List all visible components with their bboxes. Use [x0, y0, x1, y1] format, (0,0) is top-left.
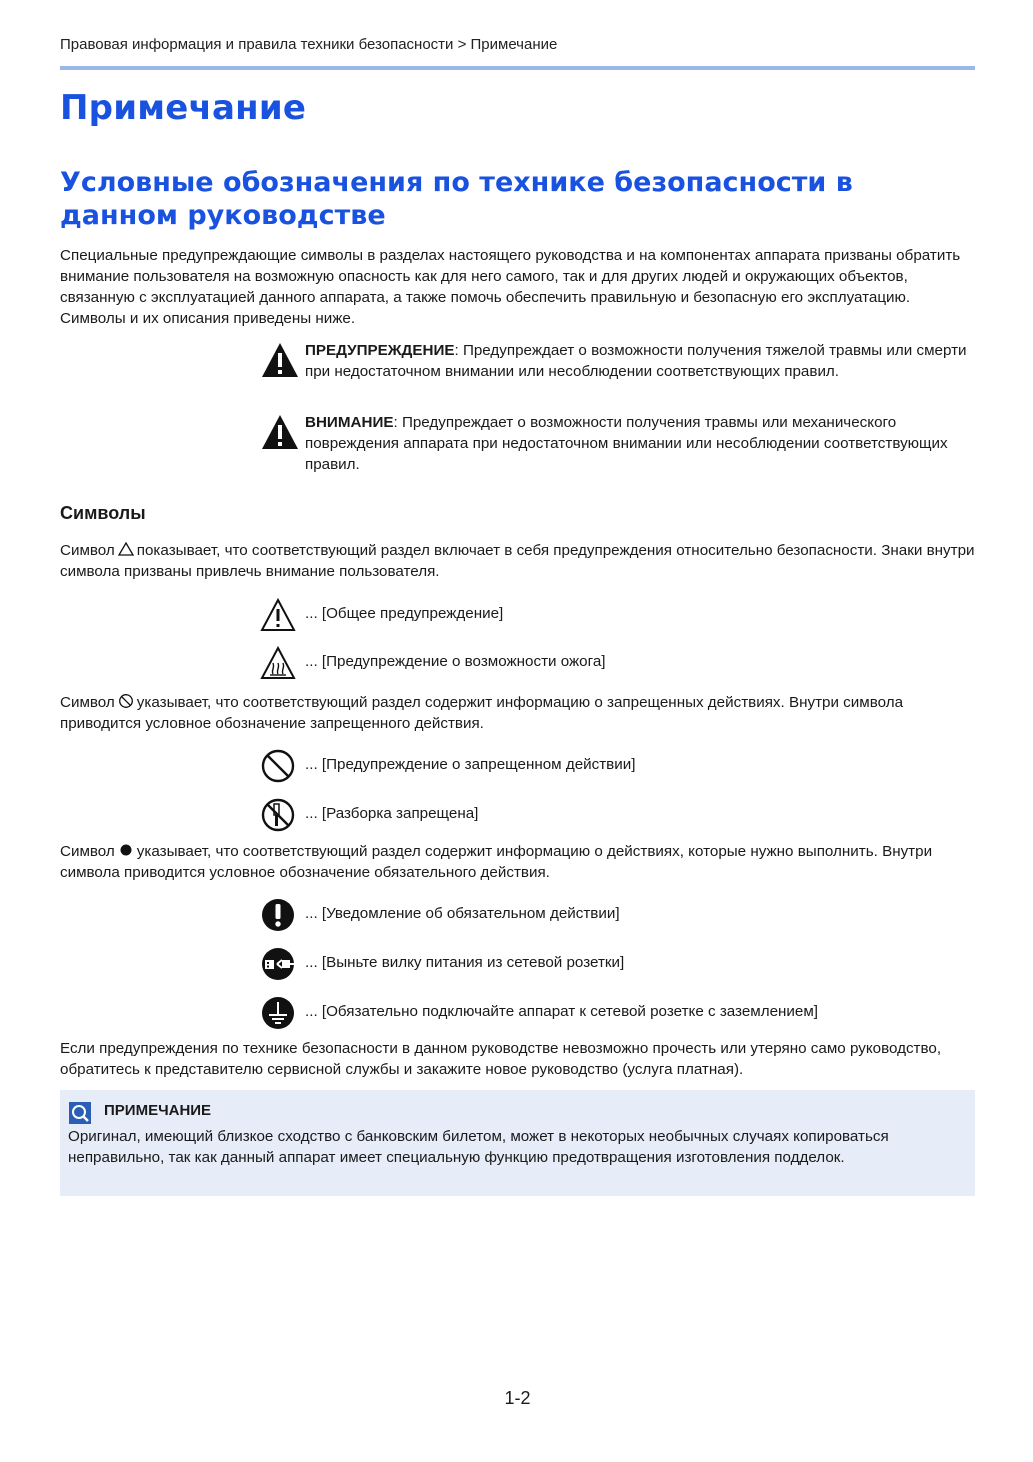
mandatory-paragraph-lead: Символ [60, 843, 115, 860]
symbol-row-unplug [260, 946, 975, 982]
note-icon [69, 1102, 91, 1124]
warning-description [305, 340, 975, 382]
symbol-row-no-disassembly [260, 797, 975, 833]
mandatory-action-icon [260, 897, 296, 933]
unplug-icon [260, 946, 296, 982]
note-text: Оригинал, имеющий близкое сходство с банковским билетом, может в некоторых необычных случаях копироваться неправильно, так как данный аппарат имеет специальную функцию предотвращения изготовления подделок. [68, 1128, 889, 1166]
caution-triangle-icon [260, 412, 300, 452]
symbol-label: ... [Разборка запрещена] [305, 805, 479, 822]
closing-paragraph: Если предупреждения по технике безопасности в данном руководстве невозможно прочесть или утеряно само руководство, обратитесь к представителю сервисной службы и закажите новое руководство (услуга платная). [60, 1040, 942, 1078]
mandatory-paragraph [60, 841, 975, 883]
symbol-label: ... [Уведомление об обязательном действии] [305, 905, 620, 922]
caution-description [305, 412, 975, 475]
breadcrumb: Правовая информация и правила техники безопасности > Примечание [60, 36, 558, 53]
note-title: ПРИМЕЧАНИЕ [104, 1102, 212, 1119]
triangle-paragraph-text: показывает, что соответствующий раздел включает в себя предупреждения относительно безопасности. Знаки внутри символа призваны привлечь внимание пользователя. [60, 542, 975, 580]
general-warning-icon [260, 597, 296, 633]
filled-circle-icon [118, 842, 134, 858]
no-disassembly-icon [260, 797, 296, 833]
prohibit-outline-icon [118, 693, 134, 709]
symbol-row-burn-warning [260, 645, 975, 681]
warning-text: : Предупреждает о возможности получения тяжелой травмы или смерти при недостаточном внимании или несоблюдении соответствующих правил. [305, 342, 967, 380]
triangle-paragraph [60, 540, 975, 582]
prohibit-paragraph [60, 692, 975, 734]
symbol-label: ... [Обязательно подключайте аппарат к сетевой розетке с заземлением] [305, 1003, 819, 1020]
symbol-label: ... [Общее предупреждение] [305, 605, 504, 622]
page-title: Примечание [60, 88, 307, 128]
symbol-row-general-warning [260, 597, 975, 633]
section-title: Условные обозначения по технике безопасности в данном руководстве [60, 167, 853, 231]
header-rule [60, 66, 975, 70]
note-box [60, 1090, 975, 1196]
caution-term: ВНИМАНИЕ [305, 414, 394, 431]
intro-paragraph: Специальные предупреждающие символы в разделах настоящего руководства и на компонентах аппарата призваны обратить внимание пользователя на возможную опасность как для него самого, так и для других людей и окружающих объектов, связанную с эксплуатацией данного аппарата, а также помочь обеспечить правильную и безопасную его эксплуатацию. Символы и их описания приведены ниже. [60, 247, 961, 327]
mandatory-paragraph-text: указывает, что соответствующий раздел содержит информацию о действиях, которые нужно выполнить. Внутри символа приводится условное обозначение обязательного действия. [60, 843, 933, 881]
warning-triangle-icon [260, 340, 300, 380]
warning-term: ПРЕДУПРЕЖДЕНИЕ [305, 342, 455, 359]
symbol-label: ... [Предупреждение о запрещенном действии] [305, 756, 636, 773]
prohibited-icon [260, 748, 296, 784]
burn-warning-icon [260, 645, 296, 681]
triangle-paragraph-lead: Символ [60, 542, 115, 559]
triangle-outline-icon [118, 541, 134, 557]
symbol-row-mandatory [260, 897, 975, 933]
prohibit-paragraph-text: указывает, что соответствующий раздел содержит информацию о запрещенных действиях. Внутри символа приводится условное обозначение запрещенного действия. [60, 694, 904, 732]
symbol-label: ... [Предупреждение о возможности ожога] [305, 653, 606, 670]
prohibit-paragraph-lead: Символ [60, 694, 115, 711]
ground-icon [260, 995, 296, 1031]
caution-text: : Предупреждает о возможности получения травмы или механического повреждения аппарата при недостаточном внимании или несоблюдении соответствующих правил. [305, 414, 948, 473]
symbol-label: ... [Выньте вилку питания из сетевой розетки] [305, 954, 625, 971]
symbols-heading: Символы [60, 503, 146, 523]
symbol-row-prohibited [260, 748, 975, 784]
page-number: 1-2 [504, 1388, 531, 1408]
symbol-row-ground [260, 995, 975, 1031]
